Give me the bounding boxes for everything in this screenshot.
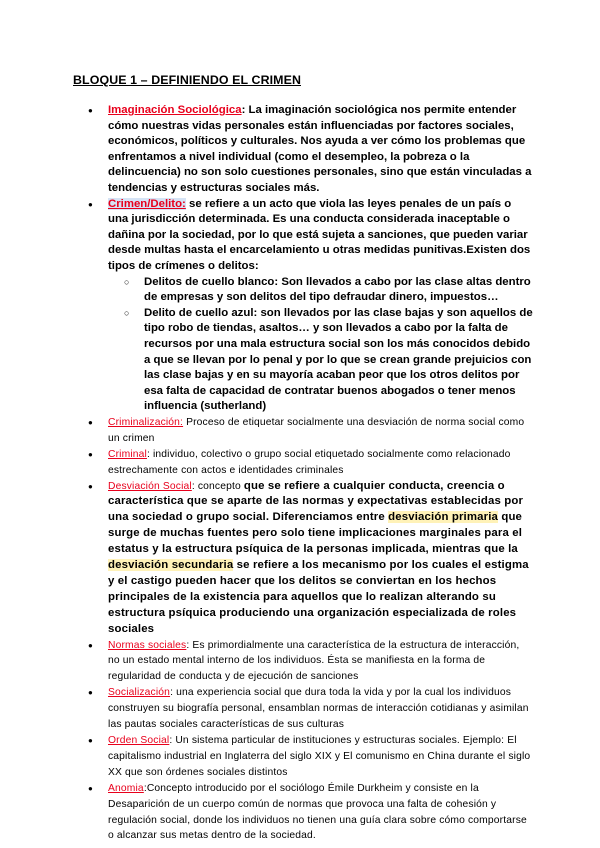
term-crimen: Crimen/Delito: xyxy=(108,197,186,210)
list-item-criminal xyxy=(108,447,533,479)
definition-normas: : Es primordialmente una característica de la estructura de interacción, no un estado mental interno de los individuos. Ésta se manifiesta en la forma de regularidad de conducta y de ejecución de sanciones xyxy=(108,639,520,683)
definition-orden: : Un sistema particular de instituciones y estructuras sociales. Ejemplo: El capitalismo industrial en Inglaterra del siglo XIX y El comunismo en China durante el siglo XX que son órdenes sociales distintos xyxy=(108,735,531,778)
section-heading: BLOQUE 1 – DEFINIENDO EL CRIMEN xyxy=(73,73,301,87)
definition-criminal: : individuo, colectivo o grupo social etiquetado socialmente como relacionado estrechamente con actos e identidades criminales xyxy=(108,448,511,476)
term-anomia: Anomia xyxy=(108,782,144,794)
definition-desviacion-c: se refiere a los mecanismo por los cuales el estigma y el castigo pueden hacer que los delitos se conviertan en los hechos principales de la existencia para aquellos que lo realizan alterando su estructura psíquica produciendo una organización especializada de roles sociales xyxy=(108,559,529,635)
definition-desviacion-b: que surge de muchas fuentes pero solo tiene implicaciones marginales para el estatus y la estructura psíquica de la personas implicada, mientras que la xyxy=(108,511,523,556)
sub-item-cuello-azul: ○ Delito de cuello azul: son llevados por las clase bajas y son aquellos de tipo robo de tiendas, asaltos… y son llevados a cabo por la falta de recursos por una mala estructura social son los más conocidos debido a que se llevan por lo penal y por lo que se crean grande prejuicios con las clase bajas y en su mayoría acaban peor que los otros delitos por esa falta de capacidad de contratar buenos abogados o tener menos influencia (sutherland) xyxy=(144,306,533,415)
list-item-orden xyxy=(108,733,533,781)
term-criminal: Criminal xyxy=(108,448,147,460)
definition-crimen: se refiere a un acto que viola las leyes penales de un país o una jurisdicción determinada. Es una conducta considerada inaceptable o dañina por la sociedad, por lo que está sujeta a sanciones, que pueden variar desde multas hasta el encarcelamiento u otras medidas punitivas.Existen dos tipos de crímenes o delitos: xyxy=(108,197,531,272)
list-item-crimen xyxy=(108,197,533,415)
definition-desviacion-lead: : concepto xyxy=(191,480,244,492)
list-item-desviacion xyxy=(108,479,533,638)
crime-types-list xyxy=(108,275,533,415)
highlight-desviacion-primaria: desviación primaria xyxy=(388,511,499,524)
definition-imaginacion: : La imaginación sociológica nos permite entender cómo nuestras vidas personales están influenciadas por factores sociales, económicos, políticos y culturales. Nos ayuda a ver cómo los problemas que enfrentamos a nivel individual (como el desempleo, la pobreza o la delincuencia) no son solo cuestiones personales, sino que están vinculadas a tendencias y estructuras sociales más. xyxy=(108,104,532,194)
definition-socializacion: : una experiencia social que dura toda la vida y por la cual los individuos construyen su biografía personal, ensamblan normas de interacción cotidianas y asimilan las pautas sociales características de sus culturas xyxy=(108,687,529,731)
definition-criminalizacion: Proceso de etiquetar socialmente una desviación de norma social como un crimen xyxy=(108,416,525,444)
list-item-socializacion xyxy=(108,685,533,733)
list-item-imaginacion xyxy=(108,103,533,197)
sub-item-cuello-blanco: ○ Delitos de cuello blanco: Son llevados a cabo por las clase altas dentro de empresas y son delitos del tipo defraudar dinero, impuestos… xyxy=(144,275,533,306)
term-normas: Normas sociales xyxy=(108,639,187,651)
term-criminalizacion: Criminalización: xyxy=(108,416,184,428)
list-item-criminalizacion xyxy=(108,415,533,447)
term-socializacion: Socialización xyxy=(108,687,171,699)
definition-anomia: :Concepto introducido por el sociólogo Émile Durkheim y consiste en la Desaparición de un cuerpo común de normas que provoca una falta de cohesión y regulación social, donde los individuos no tienen una guía clara sobre cómo comportarse o alcanzar sus metas dentro de la sociedad. xyxy=(108,782,527,842)
term-imaginacion: Imaginación Sociológica xyxy=(108,104,242,116)
definition-desviacion-a: que se refiere a cualquier conducta, creencia o característica que se aparte de las normas y expectativas establecidas por una sociedad o grupo social. Diferenciamos entre xyxy=(108,479,524,524)
highlight-desviacion-secundaria: desviación secundaria xyxy=(108,559,234,572)
list-item-normas xyxy=(108,638,533,686)
term-desviacion: Desviación Social xyxy=(108,480,192,492)
term-orden: Orden Social xyxy=(108,735,170,746)
list-item-anomia xyxy=(108,781,533,845)
definitions-list xyxy=(108,103,533,844)
